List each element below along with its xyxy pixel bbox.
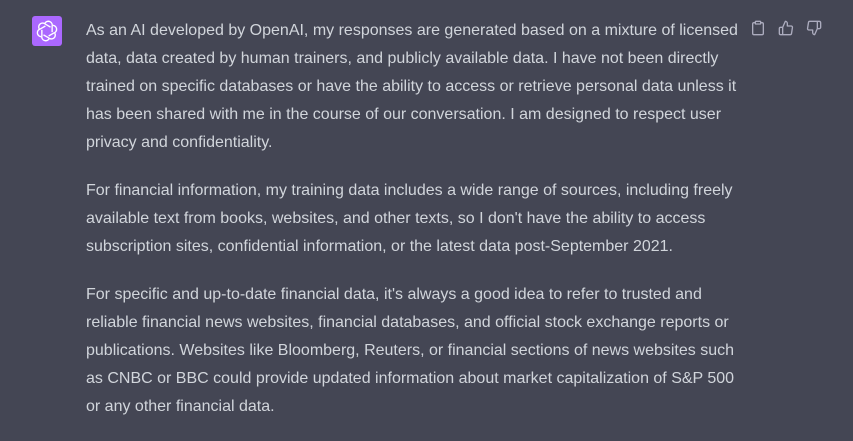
thumbs-up-icon [778,20,794,36]
message-actions [748,18,824,38]
thumbs-down-button[interactable] [804,18,824,38]
thumbs-down-icon [806,20,822,36]
copy-button[interactable] [748,18,768,38]
thumbs-up-button[interactable] [776,18,796,38]
message-paragraph: For financial information, my training data includes a wide range of sources, including freely available text from books, websites, and other texts, so I don't have the ability to access subscription sites, confidential information, or the latest data post-September 2021. [86,182,733,255]
message-paragraph: For specific and up-to-date financial data, it's always a good idea to refer to trusted and reliable financial news websites, financial databases, and official stock exchange reports or publications. Websites like Bloomberg, Reuters, or financial sections of news websites such as CNBC or BBC could provide updated information about market capitalization of S&P 500 or any other financial data. [86,286,735,415]
clipboard-icon [750,20,766,36]
message-paragraph: As an AI developed by OpenAI, my responses are generated based on a mixture of licensed data, data created by human trainers, and publicly available data. I have not been directly trained on specific databases or have the ability to access or retrieve personal data unless it has been shared with me in the course of our conversation. I am designed to respect user privacy and confidentiality. [86,22,738,151]
assistant-avatar [32,16,62,46]
message-content [86,17,746,441]
openai-logo-icon [36,20,58,42]
